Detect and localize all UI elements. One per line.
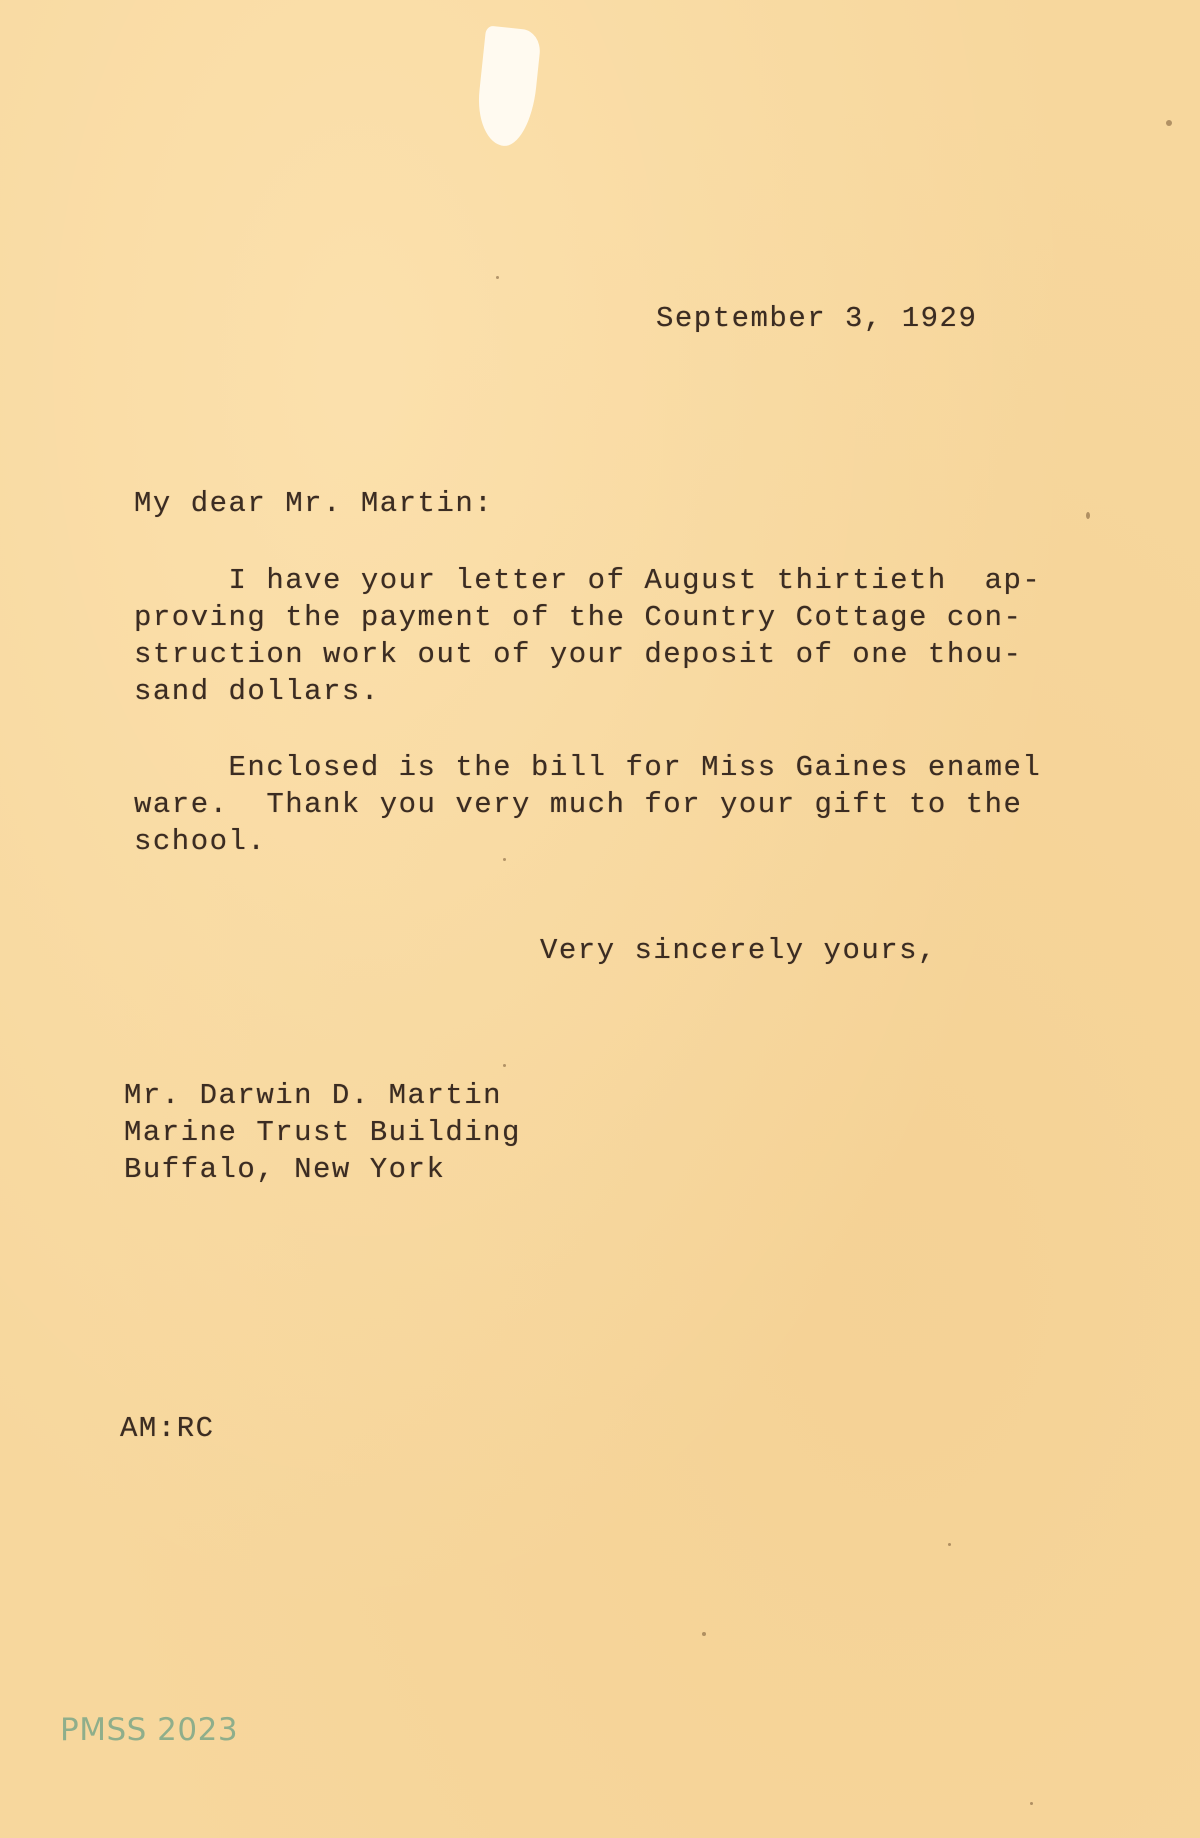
paper-speck <box>1030 1802 1033 1805</box>
paper-tear-mark <box>474 25 542 148</box>
paper-speck <box>948 1543 951 1546</box>
paragraph-line: struction work out of your deposit of one thou- <box>134 638 1023 671</box>
paragraph-line: I have your letter of August thirtieth ap- <box>134 564 1042 597</box>
archive-watermark: PMSS 2023 <box>60 1712 239 1748</box>
letter-salutation: My dear Mr. Martin: <box>134 487 494 520</box>
letter-paragraph-1 <box>134 562 1042 710</box>
letter-closing: Very sincerely yours, <box>540 934 937 967</box>
reference-initials: AM:RC <box>120 1412 215 1445</box>
recipient-street: Marine Trust Building <box>124 1116 521 1149</box>
letter-date: September 3, 1929 <box>656 302 978 335</box>
paper-speck <box>1166 120 1172 126</box>
paragraph-line: Enclosed is the bill for Miss Gaines enamel <box>134 751 1042 784</box>
recipient-city: Buffalo, New York <box>124 1153 446 1186</box>
recipient-name: Mr. Darwin D. Martin <box>124 1079 503 1112</box>
recipient-address <box>124 1077 521 1188</box>
paragraph-line: proving the payment of the Country Cottage con- <box>134 601 1023 634</box>
paper-speck <box>1086 512 1090 519</box>
paper-speck <box>496 276 499 279</box>
paper-speck <box>503 1064 506 1067</box>
paragraph-line: ware. Thank you very much for your gift to the <box>134 788 1023 821</box>
paragraph-line: sand dollars. <box>134 675 380 708</box>
paragraph-line: school. <box>134 825 267 858</box>
letter-paragraph-2 <box>134 749 1042 860</box>
paper-speck <box>702 1632 706 1636</box>
